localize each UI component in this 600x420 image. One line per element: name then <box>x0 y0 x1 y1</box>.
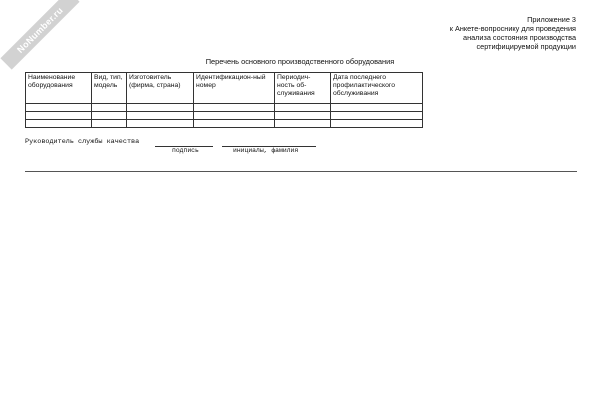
table-cell[interactable] <box>92 120 127 128</box>
signature-label: Руководитель службы качества <box>25 138 140 146</box>
table-cell[interactable] <box>331 104 423 112</box>
column-header-model: Вид, тип, модель <box>92 73 127 104</box>
table-row <box>26 112 423 120</box>
column-header-id-number: Идентификацион-ный номер <box>194 73 275 104</box>
equipment-table <box>25 72 423 128</box>
appendix-line: к Анкете-вопроснику для проведения <box>449 24 576 33</box>
table-cell[interactable] <box>127 112 194 120</box>
table-cell[interactable] <box>275 112 331 120</box>
table-row <box>26 120 423 128</box>
column-header-name: Наименование оборудования <box>26 73 92 104</box>
table-cell[interactable] <box>194 112 275 120</box>
table-cell[interactable] <box>26 120 92 128</box>
table-cell[interactable] <box>127 120 194 128</box>
table-cell[interactable] <box>275 120 331 128</box>
table-row <box>26 104 423 112</box>
appendix-line: сертифицируемой продукции <box>476 42 576 51</box>
page-divider <box>25 171 577 172</box>
appendix-note <box>450 15 576 51</box>
name-caption: инициалы, фамилия <box>233 147 299 154</box>
watermark-logo: NoNumber.ru <box>0 0 79 70</box>
appendix-line: Приложение 3 <box>527 15 576 24</box>
table-cell[interactable] <box>92 104 127 112</box>
appendix-line: анализа состояния производства <box>463 33 576 42</box>
column-header-last-maintenance: Дата последнего профилактического обслуживания <box>331 73 423 104</box>
table-cell[interactable] <box>194 120 275 128</box>
table-cell[interactable] <box>127 104 194 112</box>
column-header-manufacturer: Изготовитель (фирма, страна) <box>127 73 194 104</box>
document-title: Перечень основного производственного оборудования <box>205 57 395 66</box>
table-cell[interactable] <box>331 120 423 128</box>
column-header-periodicity: Периодич-ность об-служивания <box>275 73 331 104</box>
table-cell[interactable] <box>26 104 92 112</box>
table-cell[interactable] <box>194 104 275 112</box>
signature-caption: подпись <box>172 147 199 154</box>
table-cell[interactable] <box>275 104 331 112</box>
table-cell[interactable] <box>92 112 127 120</box>
table-cell[interactable] <box>26 112 92 120</box>
table-header-row <box>26 73 423 104</box>
table-cell[interactable] <box>331 112 423 120</box>
